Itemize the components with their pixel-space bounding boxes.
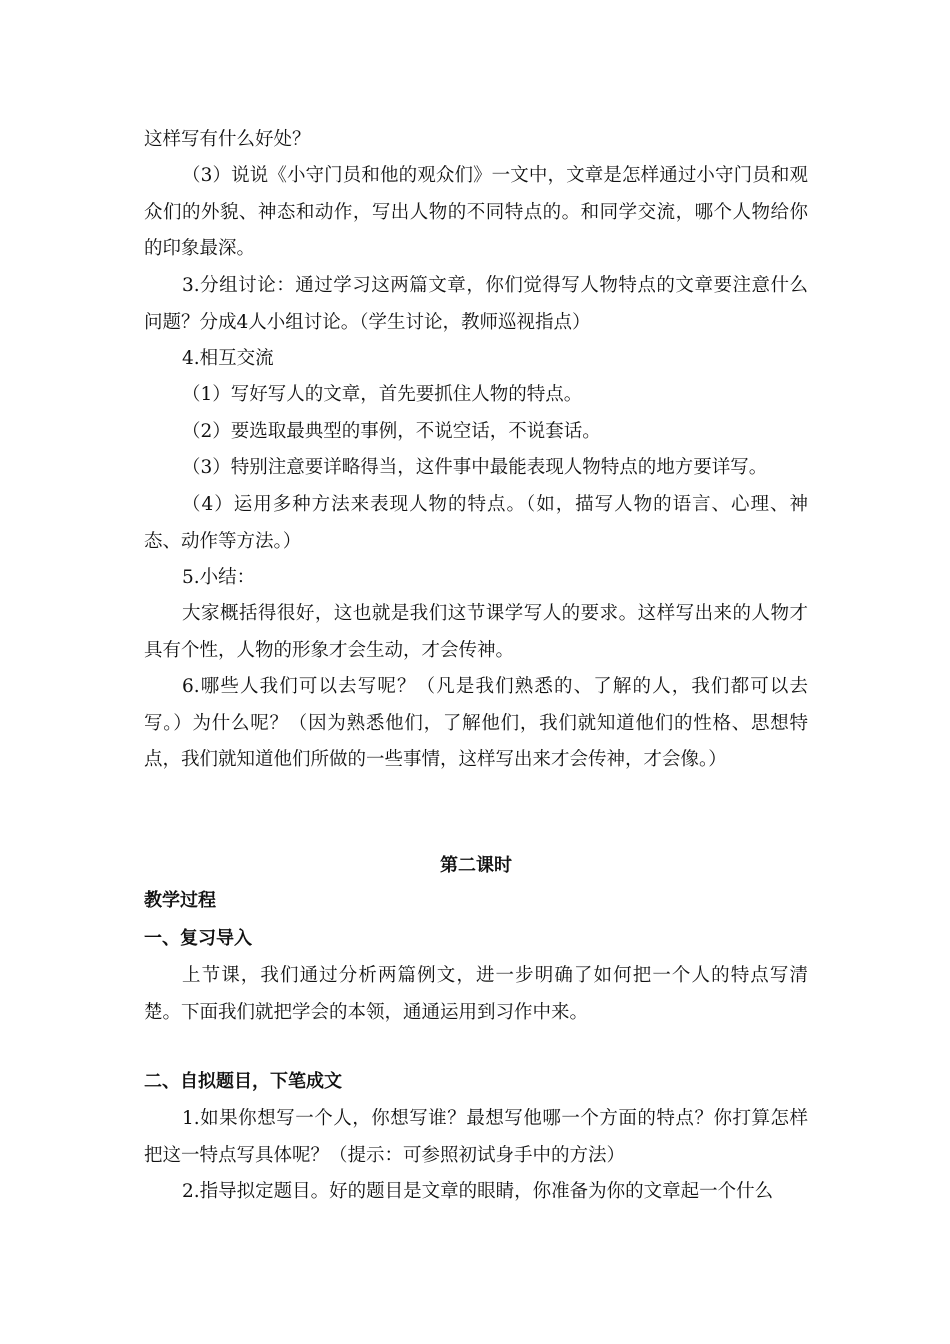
list-item-4: （4）运用多种方法来表现人物的特点。（如，描写人物的语言、心理、神态、动作等方法。） [144, 494, 808, 552]
paragraph-summary-heading: 5.小结： [182, 567, 256, 588]
teaching-process-title: 教学过程 [144, 890, 216, 911]
paragraph-item-3: （3）说说《小守门员和他的观众们》一文中，文章是怎样通过小守门员和观众们的外貌、神态和动作，写出人物的不同特点的。和同学交流，哪个人物给你的印象最深。 [144, 165, 808, 259]
paragraph-writing-2: 2.指导拟定题目。好的题目是文章的眼睛，你准备为你的文章起一个什么 [182, 1181, 774, 1202]
section-writing-title: 二、自拟题目，下笔成文 [144, 1071, 342, 1092]
section-review-title: 一、复习导入 [144, 928, 252, 949]
paragraph-review: 上节课，我们通过分析两篇例文，进一步明确了如何把一个人的特点写清楚。下面我们就把学会的本领，通通运用到习作中来。 [144, 965, 808, 1023]
list-item-3: （3）特别注意要详略得当，这件事中最能表现人物特点的地方要详写。 [182, 457, 768, 478]
paragraph-summary: 大家概括得很好，这也就是我们这节课学写人的要求。这样写出来的人物才具有个性，人物的形象才会生动，才会传神。 [144, 603, 808, 661]
paragraph-group-discussion: 3.分组讨论：通过学习这两篇文章，你们觉得写人物特点的文章要注意什么问题？分成4人小组讨论。（学生讨论，教师巡视指点） [144, 275, 808, 333]
paragraph-who-to-write: 6.哪些人我们可以去写呢？（凡是我们熟悉的、了解的人，我们都可以去写。）为什么呢？（因为熟悉他们，了解他们，我们就知道他们的性格、思想特点，我们就知道他们所做的一些事情，这样写出来才会传神，才会像。） [144, 676, 808, 770]
paragraph-writing-1: 1.如果你想写一个人，你想写谁？最想写他哪一个方面的特点？你打算怎样把这一特点写具体呢？（提示：可参照初试身手中的方法） [144, 1108, 808, 1166]
paragraph-question-end: 这样写有什么好处？ [144, 129, 311, 150]
paragraph-exchange-heading: 4.相互交流 [182, 348, 274, 369]
list-item-1: （1）写好写人的文章，首先要抓住人物的特点。 [182, 384, 583, 405]
list-item-2: （2）要选取最典型的事例，不说空话，不说套话。 [182, 421, 601, 442]
lesson-title: 第二课时 [440, 855, 512, 876]
